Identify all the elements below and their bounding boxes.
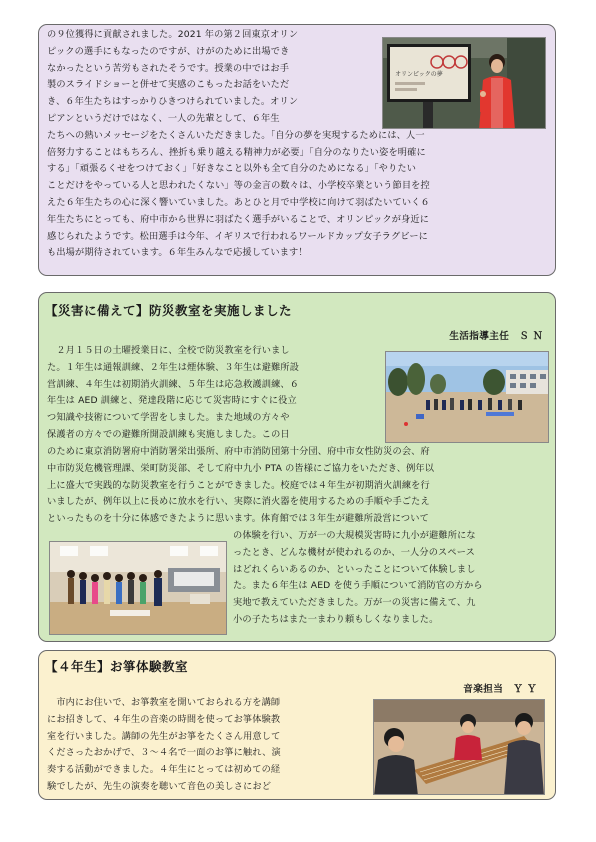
- koto-line: 市内にお住いで、お箏教室を開いておられる方を講師: [47, 697, 281, 708]
- olympic-line: ことだけをやっている人と思われたくない」等の金言の数々は、小学校卒業という節目を控: [47, 180, 430, 192]
- disaster-line: のために東京消防署府中消防署栄出張所、府中市消防団第十分団、府中市女性防災の会、府: [47, 446, 430, 457]
- olympic-line: 年生たちにとっても、府中市から世界に羽ばたく選手がいることで、オリンピックが身近に: [47, 213, 430, 225]
- schoolyard-drill-photo: [385, 351, 549, 443]
- olympic-line: ピックの選手にもなったのですが、けがのために出場でき: [47, 45, 290, 57]
- disaster-text-c: [233, 528, 551, 629]
- disaster-line: 小の子たちはまた一まわり頼もしくなりました。: [233, 613, 439, 625]
- olympic-line: き、６年生たちはすっかりひきつけられていました。オリン: [47, 96, 299, 108]
- disaster-line: 年生は AED 訓練と、発達段階に応じて災害時にすぐに役立: [47, 395, 297, 407]
- disaster-title: 【災害に備えて】防災教室を実施しました: [45, 303, 293, 318]
- disaster-line: 中市防災危機管理課、栄町防災部、そして府中九小 PTA の皆様にご協力をいただき、例年以: [47, 462, 435, 474]
- disaster-line: いましたが、例年以上に長めに放水を行い、実際に消火器を使用するための手順や手ごたえ: [47, 496, 430, 508]
- disaster-line: 営訓練、４年生は初期消火訓練、５年生は応急救護訓練、６: [47, 378, 300, 390]
- olympic-line: 倍努力することはもちろん、挫折も乗り越える精神力が必要」「自分のなりたい姿を明確に: [47, 146, 426, 158]
- disaster-line: 実地で教えていただきました。万が一の災害に備えて、九: [233, 597, 476, 609]
- olympian-lecture-photo: [382, 37, 546, 129]
- koto-line: 験でしたが、先生の演奏を聴いて音色の美しさにおど: [47, 780, 272, 792]
- koto-title: 【４年生】お箏体験教室: [45, 659, 189, 674]
- olympic-line: 感じられたようです。松田選手は今年、イギリスで行われるワールドカップ女子ラグビーに: [47, 230, 428, 242]
- disaster-line: ２月１５日の土曜授業日に、全校で防災教室を行いまし: [47, 345, 290, 356]
- koto-class-photo: [373, 699, 545, 795]
- olympic-line: の９位獲得に貢献されました。2021 年の第２回東京オリン: [47, 29, 299, 40]
- disaster-line: ったとき、どんな機材が使われるのか、一人分のスペース: [233, 546, 475, 558]
- slide-text: オリンピックの夢: [395, 71, 443, 78]
- disaster-text-b: [47, 444, 551, 528]
- schoolyard-illustration: [386, 352, 549, 443]
- disaster-text-a: [47, 343, 381, 444]
- disaster-line: 上に盛大で実践的な防災教室を行うことができました。校庭では４年生が初期消火訓練を行: [47, 479, 430, 491]
- koto-illustration: [374, 700, 545, 795]
- olympic-article-box: [38, 24, 556, 276]
- disaster-article-box: [38, 292, 556, 642]
- koto-author: 音楽担当 Ｙ Ｙ: [463, 684, 537, 695]
- olympic-line: 製のスライドショーと併せて実感のこもったお話をいただ: [47, 79, 290, 91]
- olympic-line: なかったという苦労もされたそうです。授業の中ではお手: [47, 62, 290, 74]
- olympic-line: も出場が期待されています。６年生みんなで応援しています！: [47, 247, 308, 259]
- disaster-line: た。また６年生は AED を使う手順について消防官の方から: [233, 580, 483, 592]
- disaster-line: はどれくらいあるのか、といったことについて体験しまし: [233, 563, 476, 575]
- koto-text: [47, 695, 377, 796]
- disaster-line: といったものを十分に体感できたように思います。体育館では３年生が避難所設営について: [47, 513, 429, 525]
- disaster-author: 生活指導主任 Ｓ Ｎ: [449, 331, 543, 342]
- koto-line: 室を行いました。講師の先生がお箏をたくさん用意して: [47, 730, 281, 742]
- gym-shelter-photo: [49, 541, 227, 635]
- disaster-line: た。１年生は通報訓練、２年生は煙体験、３年生は避難所設: [47, 361, 300, 373]
- koto-article-box: [38, 650, 556, 800]
- olympian-lecture-illustration: [383, 38, 546, 129]
- olympic-line: えた６年生たちの心に深く響いていました。あとひと月で中学校に向けて羽ばたいていく６: [47, 196, 430, 208]
- koto-line: くださったおかげで、３～４名で一面のお箏に触れ、演: [47, 747, 281, 759]
- olympic-line: する」「頑張るくせをつけておく」「好きなこと以外も全て自分のためになる」「やりたい: [47, 163, 417, 175]
- disaster-line: の体験を行い、万が一の大規模災害時に九小が避難所にな: [233, 530, 476, 541]
- koto-line: 奏する活動ができました。４年生にとっては初めての経: [47, 764, 281, 776]
- olympic-line: ピアンというだけではなく、一人の先輩として、６年生: [47, 112, 280, 124]
- disaster-line: 保護者の方々での避難所開設訓練も実施しました。この日: [47, 428, 290, 440]
- koto-line: にお招きして、４年生の音楽の時間を使ってお箏体験教: [47, 713, 281, 725]
- disaster-line: つ知識や技術について学習をしました。また地域の方々や: [47, 412, 290, 424]
- olympic-line: たちへの熱いメッセージをたくさんいただきました。「自分の夢を実現するためには、人一: [47, 129, 425, 141]
- gym-illustration: [50, 542, 227, 635]
